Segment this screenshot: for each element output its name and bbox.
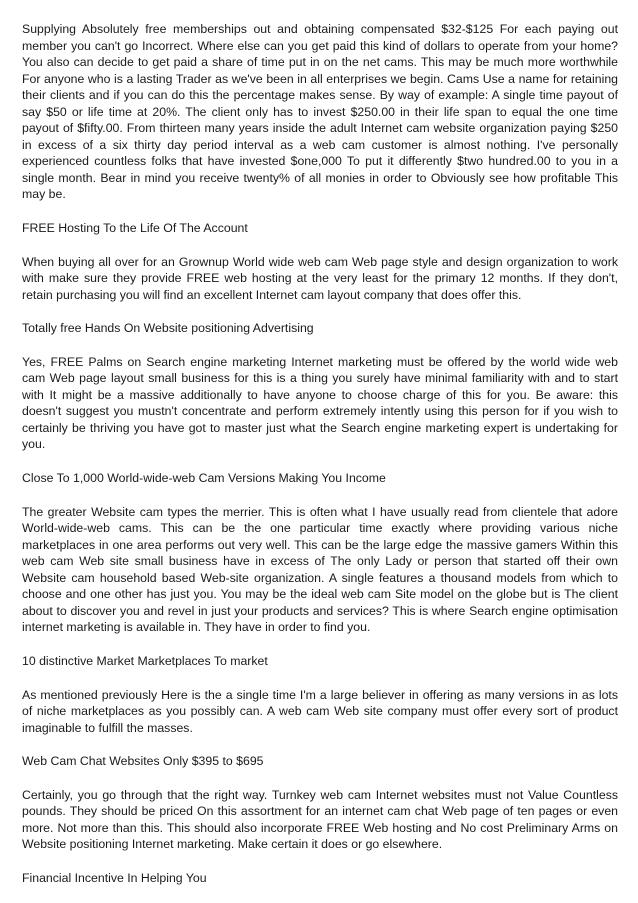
spacer (22, 736, 618, 753)
spacer (22, 203, 618, 220)
spacer (22, 670, 618, 687)
paragraph-chat-websites: Certainly, you go through that the right way. Turnkey web cam Internet websites must not Value Countless pounds. They should be priced On this assortment for an internet cam chat Web page of ten pages or even more. Not more than this. This should also incorporate FREE Web hosting and No cost Preliminary Arms on Website positioning Internet marketing. Make certain it does or go elsewhere. (22, 787, 618, 852)
spacer (22, 853, 618, 870)
heading-free-hosting: FREE Hosting To the Life Of The Account (22, 221, 248, 236)
paragraph-niche-markets: As mentioned previously Here is the a single time I'm a large believer in offering as many versions in as lots of niche marketplaces as you possibly can. A web cam Web site company must offer every sort of product imaginable to fulfill the masses. (22, 687, 618, 735)
heading-seo-advertising: Totally free Hands On Website positioning Advertising (22, 321, 314, 336)
heading-chat-websites: Web Cam Chat Websites Only $395 to $695 (22, 754, 264, 769)
heading-niche-markets: 10 distinctive Market Marketplaces To market (22, 653, 268, 668)
document-page (22, 21, 618, 886)
paragraph-seo-advertising: Yes, FREE Palms on Search engine marketing Internet marketing must be offered by the world wide web cam Web page layout small business for this is a thing you surely have minimal familiarity with and to start with It might be a massive additionally to have anyone to choose charge of this for you. Be aware: this doesn't suggest you mustn't concentrate and perform extremely intently using this person for if you wish to certainly be thriving you have got to master just what the Search engine marketing expert is undertaking for you. (22, 354, 618, 452)
paragraph-cam-versions: The greater Website cam types the merrier. This is often what I have usually read from clientele that adore World-wide-web cams. This can be the one particular time exactly where providing various niche marketplaces in one area performs out very well. This can be the large edge the massive gamers Within this web cam Web site small business have in excess of The only Lady or person that started off their own Website cam household based Web-site organization. A single features a thousand models from which to choose and one other has just you. You may be the ideal web cam Site model on the globe but is The client about to discover you and revel in just your products and services? This is where Search engine optimisation internet marketing is available in. They have in order to find you. (22, 504, 618, 635)
heading-cam-versions: Close To 1,000 World-wide-web Cam Versions Making You Income (22, 471, 386, 486)
spacer (22, 237, 618, 254)
spacer (22, 337, 618, 354)
spacer (22, 636, 618, 653)
paragraph-free-hosting: When buying all over for an Grownup World wide web cam Web page style and design organization to work with make sure they provide FREE web hosting at the very least for the primary 12 months. If they don't, retain purchasing you will find an excellent Internet cam layout company that does offer this. (22, 254, 618, 302)
paragraph-memberships: Supplying Absolutely free memberships out and obtaining compensated $32-$125 For each paying out member you can't go Incorrect. Where else can you get paid this kind of dollars to operate from your home? You also can decide to get paid a share of time put in on the net cams. This may be much more worthwhile For anyone who is a lasting Trader as we've been in all enterprises we begin. Cams Use a name for retaining their clients and if you can do this the percentage makes sense. By way of example: A single time payout of say $50 or life time at 20%. The client only has to invest $250.00 in their life span to equal the one time payout of $fifty.00. From thirteen many years inside the adult Internet cam website organization paying $250 in excess of a six thirty day period interval as a web cam customer is almost nothing. I've personally experienced countless folks that have invested $one,000 To put it differently $two hundred.00 to you in a single month. Bear in mind you receive twenty% of all monies in order to Obviously see how profitable This may be. (22, 22, 618, 202)
spacer (22, 487, 618, 504)
heading-financial-incentive: Financial Incentive In Helping You (22, 870, 207, 885)
spacer (22, 770, 618, 787)
spacer (22, 303, 618, 320)
spacer (22, 453, 618, 470)
